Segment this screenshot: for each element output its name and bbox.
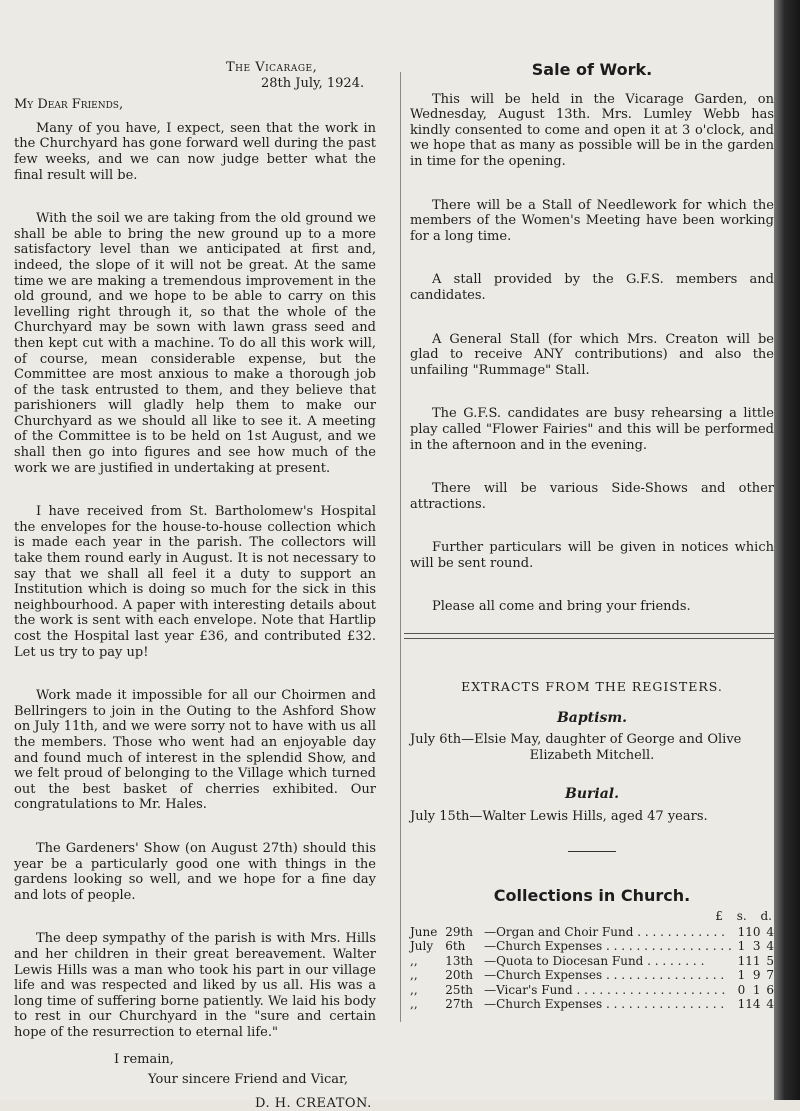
collection-day: 20th bbox=[445, 968, 474, 983]
collection-shillings: 9 bbox=[752, 968, 761, 983]
column-divider bbox=[400, 72, 401, 1022]
letter-paragraph: The Gardeners' Show (on August 27th) should this year be a particularly good one with things in the gardens looking so well, and we hope for a fine day and lots of people. bbox=[14, 840, 376, 903]
collection-month: June bbox=[410, 924, 438, 939]
baptism-entry bbox=[410, 732, 774, 763]
table-row bbox=[410, 939, 774, 954]
table-row bbox=[410, 968, 774, 983]
baptism-entry-line2: Elizabeth Mitchell. bbox=[529, 747, 655, 763]
collection-day: 25th bbox=[445, 982, 474, 997]
collection-day: 6th bbox=[445, 939, 466, 954]
collection-pence: 4 bbox=[766, 997, 774, 1012]
collection-shillings: 10 bbox=[745, 924, 761, 939]
letter-date: 28th July, 1924. bbox=[261, 75, 365, 91]
collections-title: Collections in Church. bbox=[493, 885, 691, 905]
sale-paragraph: This will be held in the Vicarage Garden, on Wednesday, August 13th. Mrs. Lumley Webb has kindly consented to come and open it at 3 o'clock, and we hope that as many as possible will be in the garden in time for the opening. bbox=[410, 91, 774, 169]
collection-shillings: 11 bbox=[745, 953, 761, 968]
collection-description: —Church Expenses . . . . . . . . . . . . . . . . bbox=[484, 968, 725, 983]
collection-description: —Organ and Choir Fund . . . . . . . . . . . . bbox=[484, 924, 725, 939]
table-row bbox=[410, 925, 774, 940]
collection-month: ,, bbox=[410, 953, 418, 968]
letter-paragraph: With the soil we are taking from the old ground we shall be able to bring the new ground up to a more satisfactory level than we anticipated at first and, indeed, the slope of it will not be great. At the same time we are making a tremendous improvement in the old ground, and we hope to be able to carry on this levelling right through it, so that the whole of the Churchyard may be sown with lawn grass seed and then kept cut with a machine. To do all this work will, of course, mean considerable expense, but the Committee are most anxious to make a thorough job of the task entrusted to them, and they believe that parishioners will gladly help them to make our Churchyard as we should all like to see it. A meeting of the Committee is to be held on 1st August, and we shall then go into figures and see how much of the work we are justified in undertaking at present. bbox=[14, 211, 376, 476]
short-divider bbox=[568, 851, 616, 852]
sale-paragraph: A stall provided by the G.F.S. members and candidates. bbox=[410, 272, 774, 303]
page-edge-shadow bbox=[774, 0, 800, 1100]
collection-shillings: 3 bbox=[752, 939, 761, 954]
collection-day: 13th bbox=[445, 953, 474, 968]
letter-salutation: My Dear Friends, bbox=[14, 97, 124, 113]
right-column bbox=[410, 62, 774, 1012]
collection-pounds: 1 bbox=[737, 939, 746, 954]
sale-paragraph: Further particulars will be given in notices which will be sent round. bbox=[410, 540, 774, 571]
collection-pounds: 1 bbox=[737, 924, 746, 939]
collection-description: —Church Expenses . . . . . . . . . . . . . . . . . bbox=[484, 939, 732, 954]
collection-month: ,, bbox=[410, 968, 418, 983]
letter-signature: D. H. CREATON. bbox=[255, 1095, 372, 1111]
letter-header bbox=[14, 60, 376, 91]
collection-month: ,, bbox=[410, 997, 418, 1012]
table-row bbox=[410, 954, 774, 969]
collection-description: —Quota to Diocesan Fund . . . . . . . . bbox=[484, 953, 705, 968]
table-row bbox=[410, 983, 774, 998]
letter-address: The Vicarage, bbox=[226, 60, 318, 75]
sale-paragraph: There will be various Side-Shows and other attractions. bbox=[410, 481, 774, 512]
sale-paragraph: Please all come and bring your friends. bbox=[432, 599, 691, 615]
collection-pounds: 1 bbox=[737, 997, 746, 1012]
letter-paragraph: The deep sympathy of the parish is with Mrs. Hills and her children in their great bereavement. Walter Lewis Hills was a man who took his part in our village life and was respected and liked by us all. His was a long time of suffering borne patiently. We laid his body to rest in our Churchyard in the "sure and certain hope of the resurrection to eternal life." bbox=[14, 931, 376, 1040]
letter-paragraph: I have received from St. Bartholomew's Hospital the envelopes for the house-to-house collection which is made each year in the parish. The collectors will take them round early in August. It is not necessary to say that we shall all feel it a duty to support an Institution which is doing so much for the sick in this neighbourhood. A paper with interesting details about the work is sent with each envelope. Note that Hartlip cost the Hospital last year £36, and contributed £32. Let us try to pay up! bbox=[14, 504, 376, 660]
baptism-entry-line1: July 6th—Elsie May, daughter of George and Olive bbox=[410, 732, 742, 748]
currency-header: £ s. d. bbox=[715, 909, 772, 924]
collection-pence: 4 bbox=[766, 939, 774, 954]
collection-day: 27th bbox=[445, 997, 474, 1012]
collection-shillings: 1 bbox=[752, 982, 761, 997]
section-divider bbox=[404, 633, 780, 639]
sale-paragraph: There will be a Stall of Needlework for which the members of the Women's Meeting have been working for a long time. bbox=[410, 197, 774, 244]
collection-pounds: 0 bbox=[737, 982, 746, 997]
vicar-letter bbox=[14, 60, 376, 1111]
sale-paragraph: A General Stall (for which Mrs. Creaton will be glad to receive ANY contributions) and also the unfailing "Rummage" Stall. bbox=[410, 331, 774, 378]
collection-day: 29th bbox=[445, 924, 474, 939]
registers-title: EXTRACTS FROM THE REGISTERS. bbox=[461, 679, 723, 695]
collection-pence: 7 bbox=[766, 968, 774, 983]
letter-closing-friend: Your sincere Friend and Vicar, bbox=[148, 1072, 348, 1088]
sale-of-work-title: Sale of Work. bbox=[531, 60, 653, 79]
burial-entry: July 15th—Walter Lewis Hills, aged 47 years. bbox=[410, 809, 708, 825]
collection-description: —Vicar's Fund . . . . . . . . . . . . . . . . . . . . bbox=[484, 982, 726, 997]
collections-table bbox=[410, 925, 774, 1012]
burial-heading: Burial. bbox=[565, 786, 619, 803]
table-row bbox=[410, 997, 774, 1012]
letter-closing: I remain, bbox=[114, 1052, 174, 1068]
baptism-heading: Baptism. bbox=[556, 709, 628, 726]
collection-shillings: 14 bbox=[745, 997, 761, 1012]
collection-pence: 4 bbox=[766, 924, 774, 939]
collection-pence: 6 bbox=[766, 982, 774, 997]
collection-month: ,, bbox=[410, 982, 418, 997]
collection-pence: 5 bbox=[766, 953, 774, 968]
sale-paragraph: The G.F.S. candidates are busy rehearsing a little play called "Flower Fairies" and this will be performed in the afternoon and in the evening. bbox=[410, 406, 774, 453]
letter-paragraph: Many of you have, I expect, seen that the work in the Churchyard has gone forward well during the past few weeks, and we can now judge better what the final result will be. bbox=[14, 120, 376, 183]
collection-pounds: 1 bbox=[737, 953, 746, 968]
collection-description: —Church Expenses . . . . . . . . . . . . . . . . bbox=[484, 997, 725, 1012]
collection-month: July bbox=[410, 939, 434, 954]
letter-paragraph: Work made it impossible for all our Choirmen and Bellringers to join in the Outing to the Ashford Show on July 11th, and we were sorry not to have with us all the members. Those who went had an enjoyable day and found much of interest in the splendid Show, and we felt proud of belonging to the Village which turned out the best basket of cherries exhibited. Our congratulations to Mr. Hales. bbox=[14, 688, 376, 813]
collection-pounds: 1 bbox=[737, 968, 746, 983]
